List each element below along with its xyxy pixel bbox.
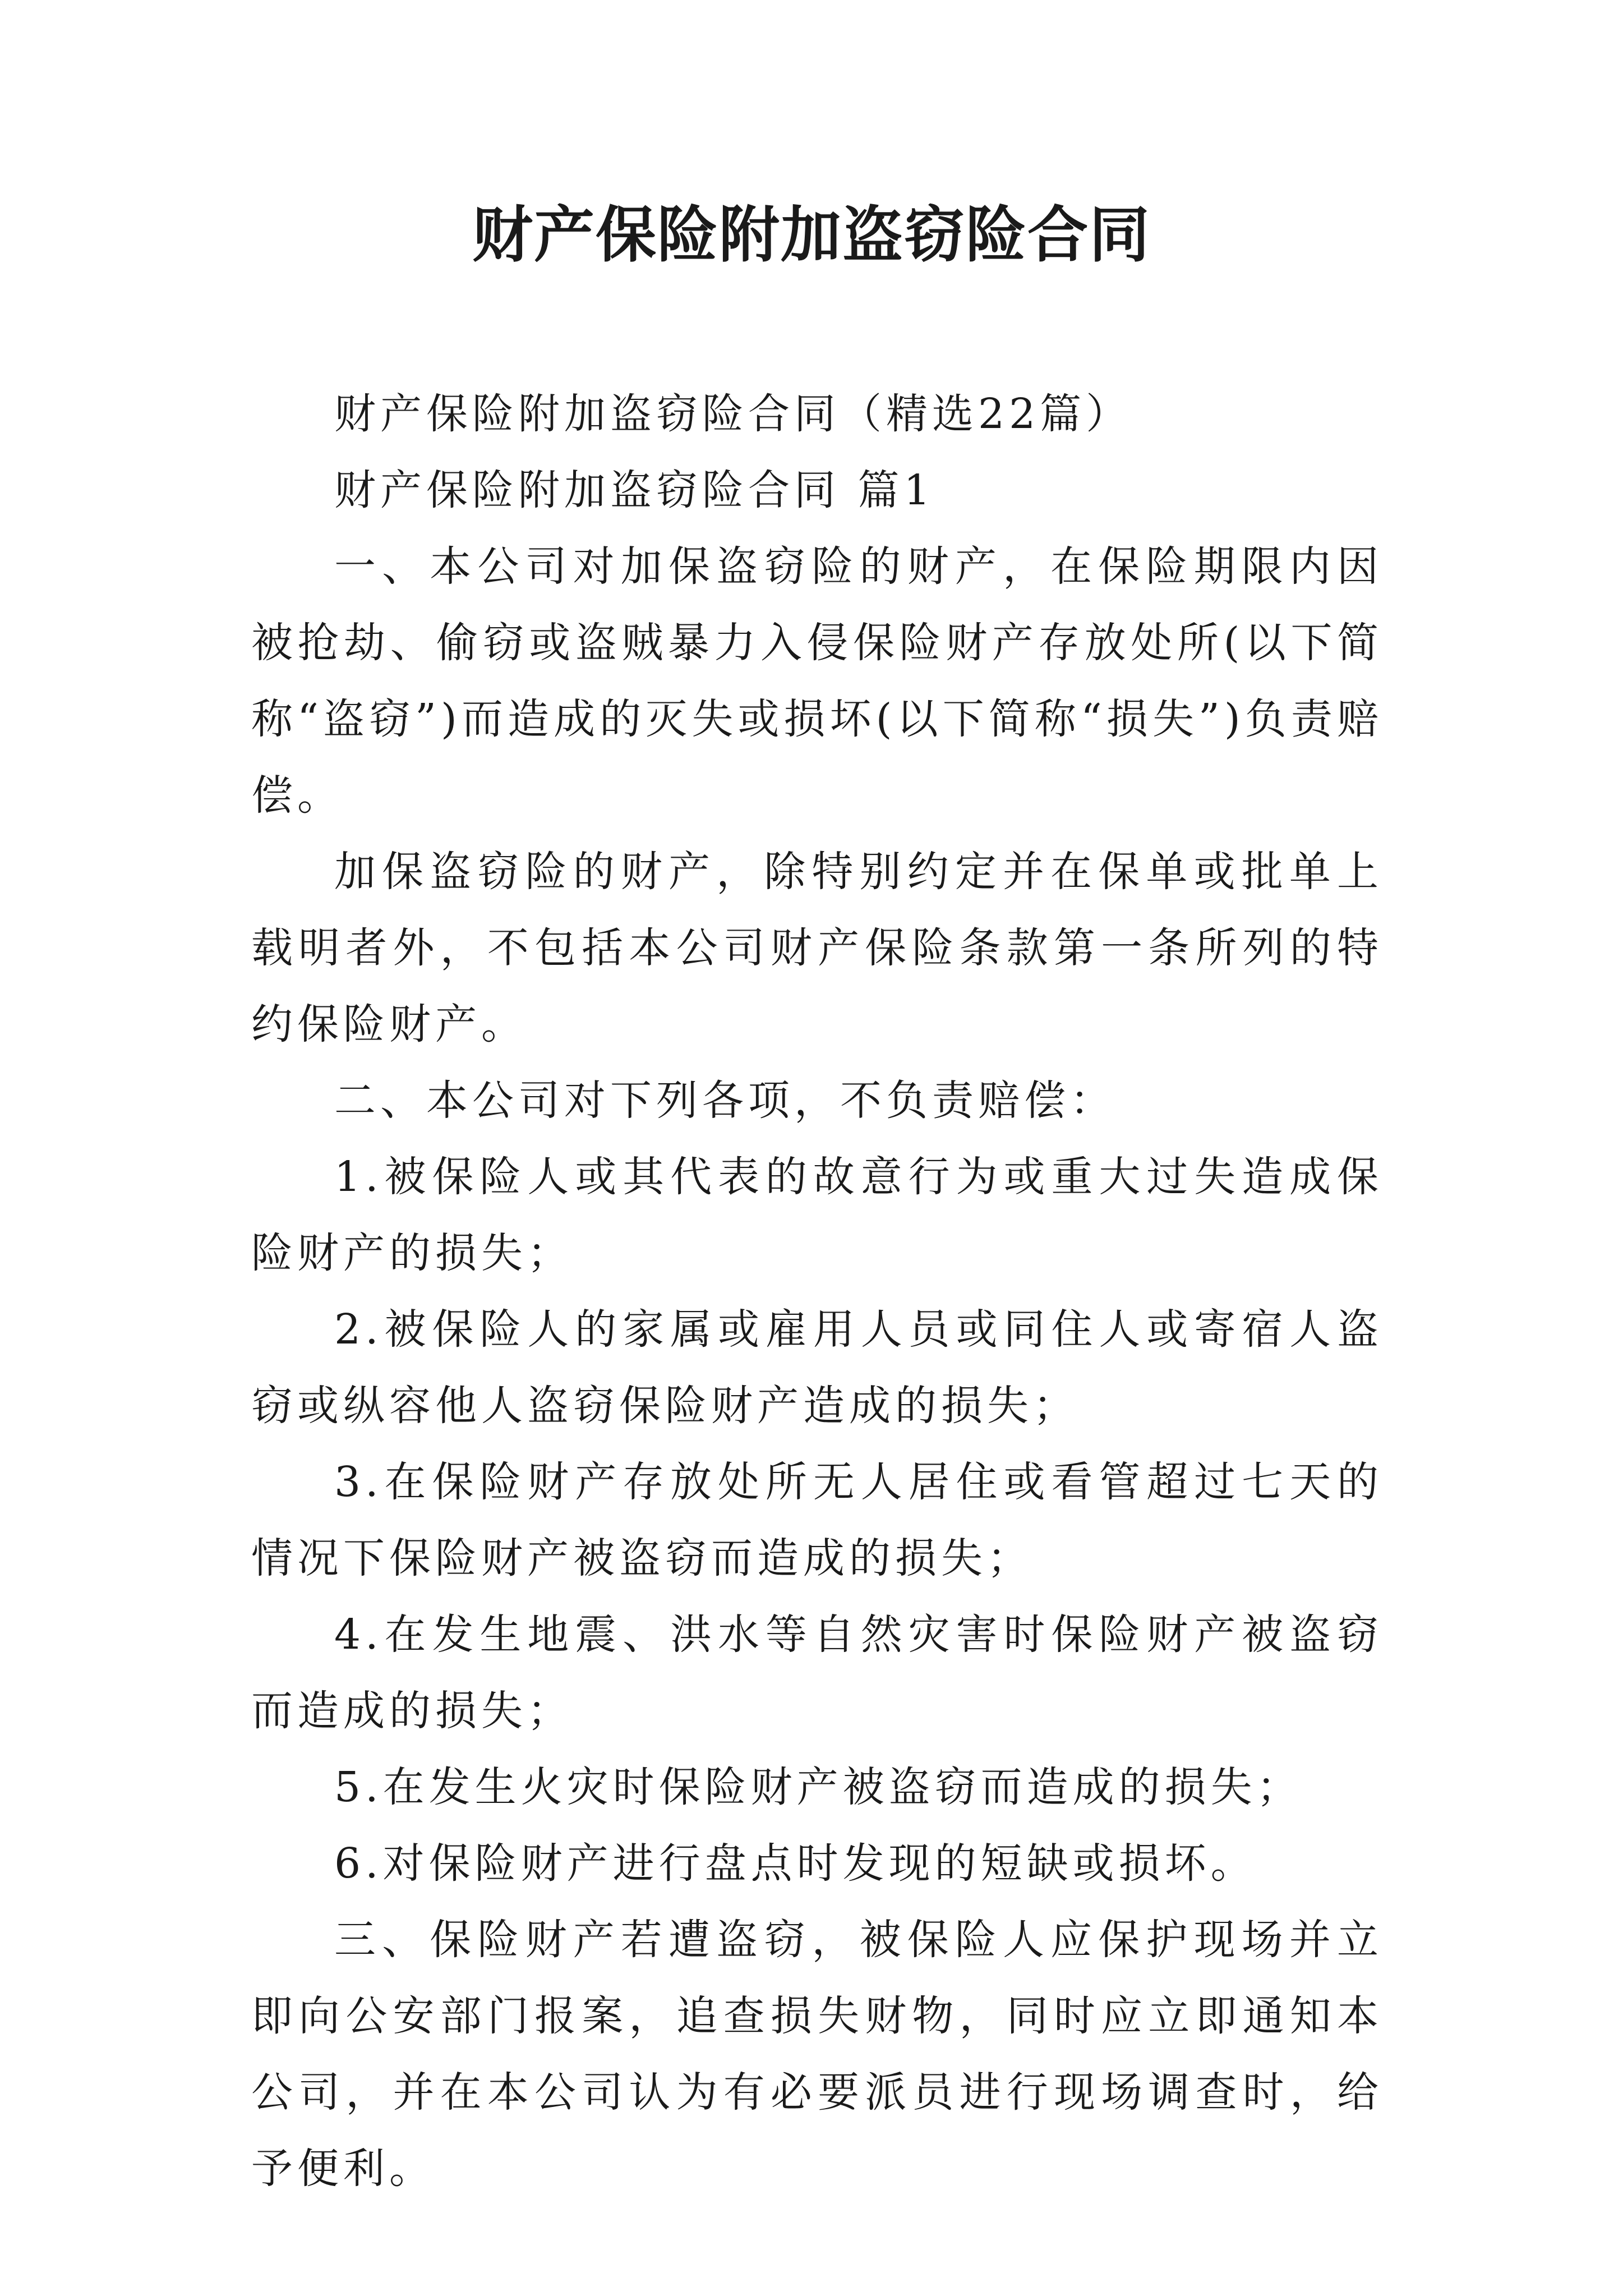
list-item: 4.在发生地震、洪水等自然灾害时保险财产被盗窃而造成的损失； xyxy=(251,1611,1383,1735)
clause-paragraph: 三、保险财产若遭盗窃，被保险人应保护现场并立即向公安部门报案，追查损失财物，同时应立即通知本公司，并在本公司认为有必要派员进行现场调查时，给予便利。 xyxy=(251,1916,1383,2193)
list-item: 2.被保险人的家属或雇用人员或同住人或寄宿人盗窃或纵容他人盗窃保险财产造成的损失； xyxy=(251,1305,1383,1430)
list-item: 6.对保险财产进行盘点时发现的短缺或损坏。 xyxy=(334,1839,1257,1888)
list-item: 1.被保险人或其代表的故意行为或重大过失造成保险财产的损失； xyxy=(251,1153,1383,1277)
section-heading: 财产保险附加盗窃险合同 篇1 xyxy=(334,466,935,514)
list-item: 5.在发生火灾时保险财产被盗窃而造成的损失； xyxy=(334,1763,1303,1811)
subtitle-paragraph: 财产保险附加盗窃险合同（精选22篇） xyxy=(334,390,1132,438)
clause-paragraph: 一、本公司对加保盗窃险的财产，在保险期限内因被抢劫、偷窃或盗贼暴力入侵保险财产存放处所(以下简称“盗窃”)而造成的灭失或损坏(以下简称“损失”)负责赔偿。 xyxy=(251,542,1383,820)
document-body xyxy=(251,376,1383,2207)
document-title: 财产保险附加盗窃险合同 xyxy=(472,200,1151,270)
list-item: 3.在保险财产存放处所无人居住或看管超过七天的情况下保险财产被盗窃而造成的损失； xyxy=(251,1458,1383,1582)
clause-paragraph: 加保盗窃险的财产，除特别约定并在保单或批单上载明者外，不包括本公司财产保险条款第一条所列的特约保险财产。 xyxy=(251,848,1383,1048)
clause-paragraph: 二、本公司对下列各项，不负责赔偿： xyxy=(334,1076,1116,1125)
